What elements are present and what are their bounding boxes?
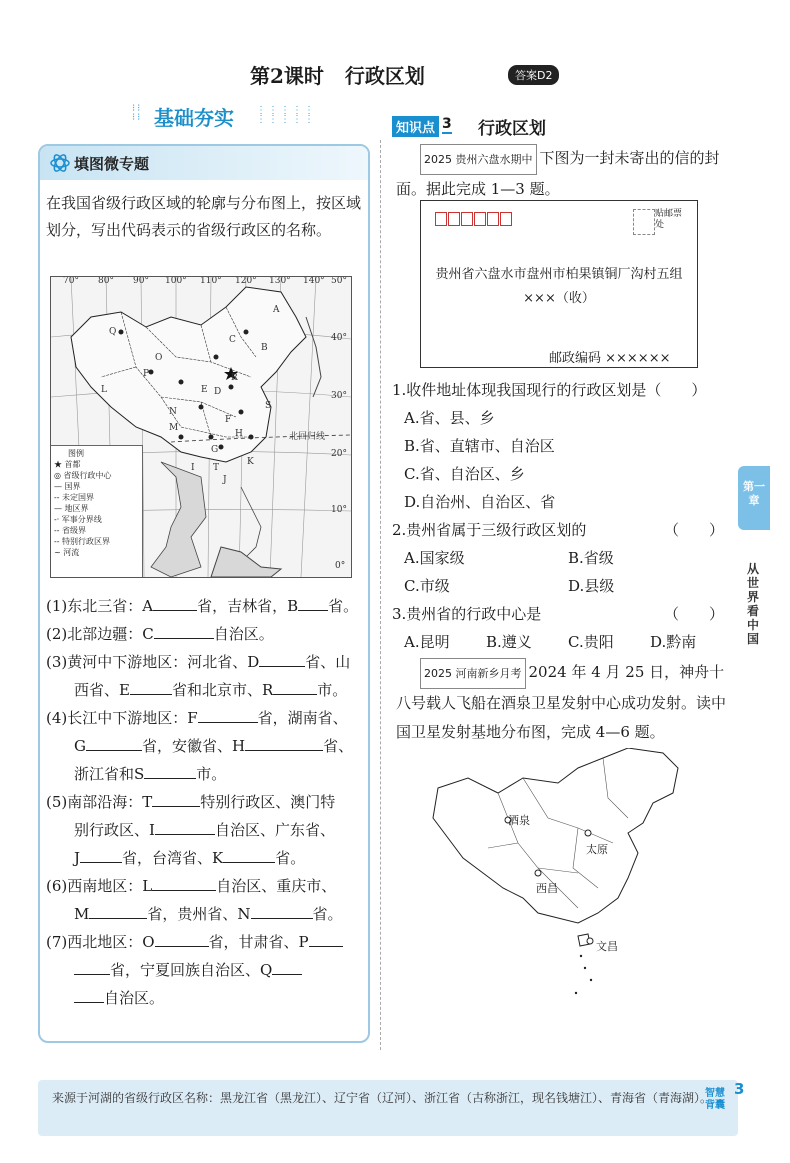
answer-badge[interactable]: 答案D2	[508, 65, 559, 85]
blank-c[interactable]	[154, 622, 214, 639]
q7-line1: (7)西北地区：O 省，甘肃省、P	[46, 928, 366, 956]
envelope-postcode: 邮政编码 ××××××	[549, 351, 671, 366]
map-letter-e: E	[201, 385, 208, 395]
q1-option-b[interactable]: B.省、直辖市、自治区	[404, 437, 555, 455]
q7-line2: 省，宁夏回族自治区、Q	[46, 956, 366, 984]
map-label-taiyuan: 太原	[586, 843, 608, 856]
blank-n[interactable]	[251, 902, 313, 919]
legend-national-border: — 国界	[54, 482, 81, 491]
map-letter-r: R	[231, 373, 238, 383]
legend-provincial-center: ◎ 省级行政中心	[54, 471, 112, 480]
map-letter-f: F	[225, 415, 232, 425]
q3-paren[interactable]: （ ）	[664, 605, 725, 623]
q1-option-a[interactable]: A.省、县、乡	[404, 409, 495, 427]
chapter-tab[interactable]: 第一章	[738, 466, 770, 530]
q5-line1: (5)南部沿海：T 特别行政区、澳门特	[46, 788, 366, 816]
map-label-xichang: 西昌	[536, 882, 558, 895]
map-label-jiuquan: 酒泉	[508, 814, 530, 827]
blank-l[interactable]	[152, 874, 216, 891]
map-letter-a: A	[273, 305, 280, 315]
q3-line2: 西省、E 省和北京市、R 市。	[46, 676, 366, 704]
blank-j[interactable]	[80, 846, 122, 863]
intro-paragraph-2	[396, 658, 732, 747]
legend-river: ~ 河流	[54, 548, 80, 557]
blank-g[interactable]	[86, 734, 142, 751]
deg-30: 30°	[331, 391, 347, 401]
q7-line3: 自治区。	[46, 984, 366, 1012]
brand-label: 智慧背囊	[705, 1088, 725, 1111]
q1-option-c[interactable]: C.省、自治区、乡	[404, 465, 525, 483]
blank-f[interactable]	[198, 706, 258, 723]
q2-option-b[interactable]: B.省级	[568, 549, 614, 567]
column-divider	[380, 140, 381, 1050]
blank-d[interactable]	[259, 650, 305, 667]
legend-sar-border: -- 特别行政区界	[54, 537, 110, 546]
q3-option-b[interactable]: B.遵义	[486, 633, 532, 651]
para2-text: 2024 年 4 月 25 日，神舟十八号载人飞船在酒泉卫星发射中心成功发射。读中国卫星发射基地分布图，完成 4—6 题。	[396, 663, 727, 741]
deg-50: 50°	[331, 276, 347, 286]
legend-military-line: -· 军事分界线	[54, 515, 102, 524]
map-letter-b: B	[261, 343, 268, 353]
fill-questions	[46, 592, 366, 1012]
q2-line: (2)北部边疆：C 自治区。	[46, 620, 366, 648]
knowledge-point-title: 行政区划	[478, 119, 546, 139]
legend-undetermined-border: -- 未定国界	[54, 493, 94, 502]
knowledge-point-number: 3	[442, 116, 452, 132]
q2-paren[interactable]: （ ）	[664, 521, 725, 539]
lesson-number: 第2课时	[250, 64, 324, 88]
china-outline	[428, 748, 690, 1000]
deg-70: 70°	[63, 276, 79, 286]
launch-base-map	[428, 748, 690, 1000]
envelope-recipient: ×××（收）	[523, 291, 595, 306]
q6-line1: (6)西南地区：L 自治区、重庆市、	[46, 872, 366, 900]
blank-o[interactable]	[155, 930, 209, 947]
deg-110: 110°	[200, 276, 222, 286]
blank-t[interactable]	[152, 790, 200, 807]
source-tag-2: 2025 河南新乡月考	[420, 658, 526, 689]
q3-option-a[interactable]: A.昆明	[404, 633, 450, 651]
blank-p[interactable]	[309, 930, 343, 947]
chapter-name: 从世界看中国	[746, 562, 759, 646]
q3-option-c[interactable]: C.贵阳	[568, 633, 614, 651]
map-letter-k: K	[247, 457, 254, 467]
dots-decoration-left: ⁝⁝ ⁝⁝	[132, 103, 143, 123]
deg-130: 130°	[269, 276, 291, 286]
q6-line2: M 省，贵州省、N 省。	[46, 900, 366, 928]
q5-line3: J 省，台湾省、K 省。	[46, 844, 366, 872]
map-letter-n: N	[169, 407, 177, 417]
q1-option-d[interactable]: D.自治州、自治区、省	[404, 493, 556, 511]
box-header	[40, 146, 368, 180]
map-letter-d: D	[214, 387, 222, 397]
question-2: 2.贵州省属于三级行政区划的	[392, 521, 587, 539]
map-letter-c: C	[229, 335, 236, 345]
intro-paragraph-1	[396, 144, 732, 204]
blank-s[interactable]	[144, 762, 196, 779]
blank-i[interactable]	[155, 818, 215, 835]
legend-provincial-border: -- 省级界	[54, 526, 86, 535]
map-letter-i: I	[191, 463, 195, 473]
q1-line: (1)东北三省：A 省，吉林省，B 省。	[46, 592, 366, 620]
blank-k[interactable]	[223, 846, 275, 863]
q2-option-d[interactable]: D.县级	[568, 577, 615, 595]
section-title: 基础夯实	[154, 106, 234, 130]
legend-title: 图例	[68, 449, 84, 458]
deg-40: 40°	[331, 333, 347, 343]
deg-140: 140°	[303, 276, 325, 286]
para1-text: 下图为一封未寄出的信的封面。据此完成 1—3 题。	[396, 149, 720, 198]
blank-r[interactable]	[273, 678, 317, 695]
blank-p2[interactable]	[74, 958, 110, 975]
lesson-name: 行政区划	[344, 64, 425, 88]
page-number: 3	[734, 1080, 745, 1098]
q3-line1: (3)黄河中下游地区：河北省、D 省、山	[46, 648, 366, 676]
deg-80: 80°	[98, 276, 114, 286]
stamp-label: 贴邮票处	[655, 209, 683, 230]
map-letter-s: S	[265, 401, 272, 411]
q3-option-d[interactable]: D.黔南	[650, 633, 697, 651]
postcode-boxes	[435, 211, 513, 230]
footer-text: 来源于河湖的省级行政区名称：黑龙江省（黑龙江）、辽宁省（辽河）、浙江省（古称浙江，现名钱塘江）、青海省（青海湖）。	[52, 1091, 713, 1105]
blank-m[interactable]	[89, 902, 147, 919]
dots-decoration-right: ⋮⋮⋮⋮⋮ ⋮⋮⋮⋮⋮	[256, 105, 316, 125]
map-label-wenchang: 文昌	[596, 940, 618, 953]
envelope-address: 贵州省六盘水市盘州市柏果镇铜厂沟村五组	[435, 267, 683, 282]
envelope	[420, 200, 698, 368]
map-letter-j: J	[223, 475, 227, 485]
blank-q[interactable]	[272, 958, 302, 975]
lesson-title	[250, 60, 540, 89]
legend-region-border: — 地区界	[54, 504, 89, 513]
tropic-label: 北回归线	[289, 432, 326, 442]
map-letter-o: O	[155, 353, 163, 363]
blank-q2[interactable]	[74, 986, 104, 1003]
blank-b[interactable]	[298, 594, 328, 611]
map-letter-p: P	[143, 369, 150, 379]
atom-icon	[50, 154, 70, 172]
map-exercise-box	[38, 144, 370, 1043]
stamp-box	[633, 209, 655, 235]
box-title: 填图微专题	[74, 155, 150, 173]
map-legend	[51, 445, 143, 577]
deg-90: 90°	[133, 276, 149, 286]
knowledge-point-label: 知识点	[392, 116, 439, 137]
question-1: 1.收件地址体现我国现行的行政区划是（ ）	[392, 381, 707, 399]
q4-line3: 浙江省和S 市。	[46, 760, 366, 788]
q2-option-c[interactable]: C.市级	[404, 577, 450, 595]
deg-100: 100°	[165, 276, 187, 286]
q4-line2: G 省，安徽省、H 省、	[46, 732, 366, 760]
source-tag-1: 2025 贵州六盘水期中	[420, 144, 537, 175]
map-letter-q: Q	[109, 327, 117, 337]
deg-0: 0°	[335, 561, 346, 571]
blank-a[interactable]	[153, 594, 197, 611]
q4-line1: (4)长江中下游地区：F 省，湖南省、	[46, 704, 366, 732]
map-letter-l: L	[101, 385, 107, 395]
blank-e[interactable]	[130, 678, 172, 695]
legend-capital: ★ 首都	[54, 460, 81, 469]
blank-h[interactable]	[245, 734, 323, 751]
deg-20: 20°	[331, 449, 347, 459]
deg-10: 10°	[331, 505, 347, 515]
intro-text: 在我国省级行政区域的轮廓与分布图上，按区域划分，写出代码表示的省级行政区的名称。	[46, 194, 362, 239]
q5-line2: 别行政区、I 自治区、广东省、	[46, 816, 366, 844]
footer-note	[38, 1080, 738, 1136]
q2-option-a[interactable]: A.国家级	[404, 549, 465, 567]
map-letter-t: T	[213, 463, 220, 473]
deg-120: 120°	[235, 276, 257, 286]
map-letter-g: G	[211, 445, 219, 455]
province-map	[50, 276, 352, 578]
question-3: 3.贵州省的行政中心是	[392, 605, 542, 623]
map-letter-h: H	[235, 429, 243, 439]
map-letter-m: M	[169, 423, 179, 433]
